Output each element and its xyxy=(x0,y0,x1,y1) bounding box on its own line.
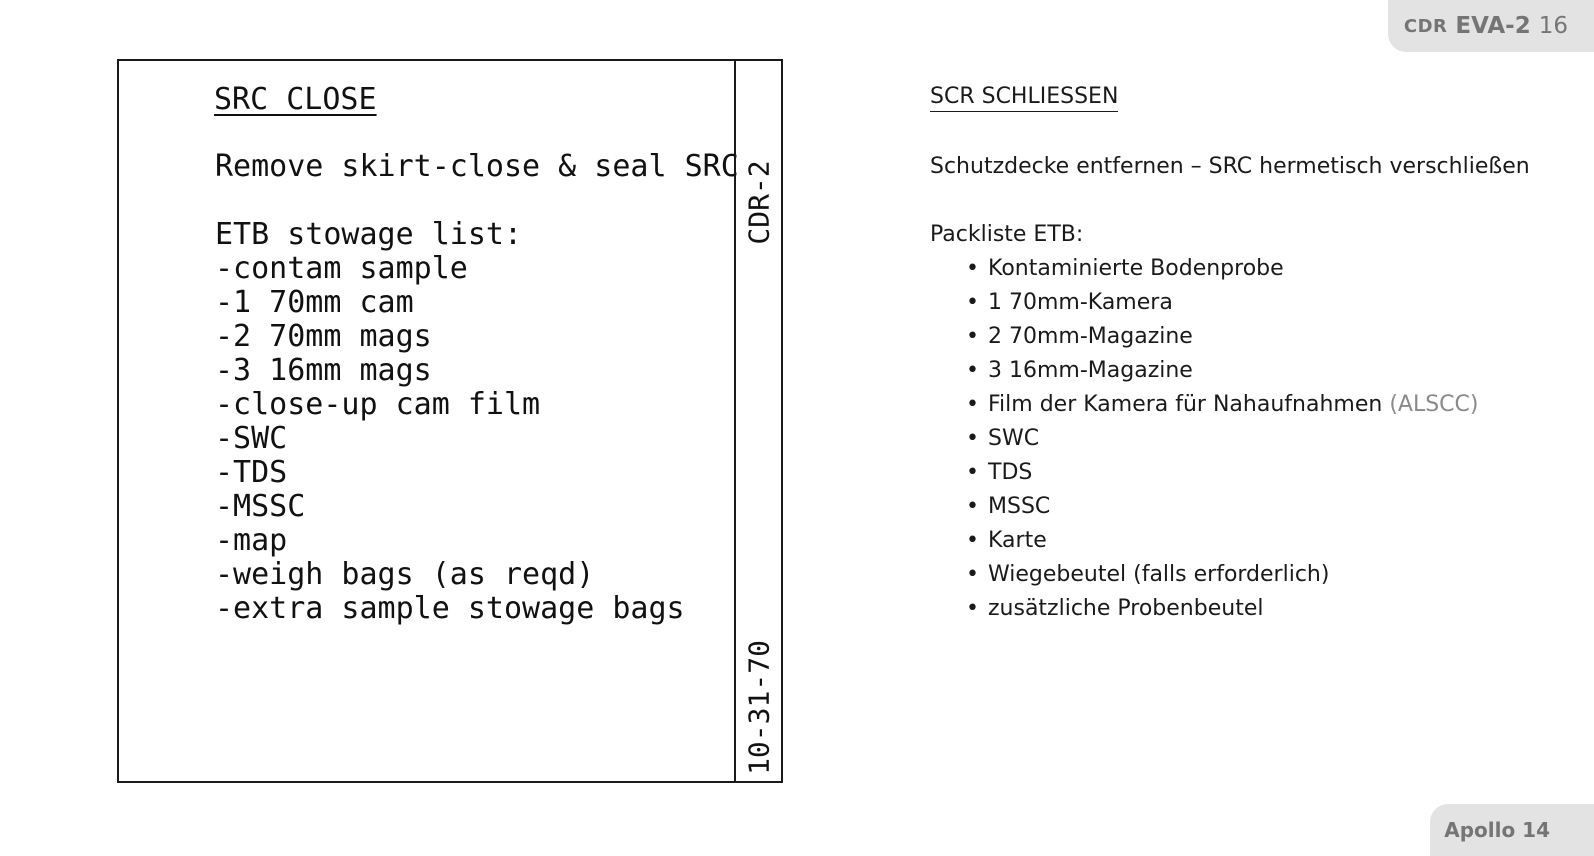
list-item-text: SWC xyxy=(988,426,1040,451)
list-item-text: Kontaminierte Bodenprobe xyxy=(988,256,1284,281)
list-item: -3 16mm mags xyxy=(215,353,432,388)
checklist-side-column xyxy=(734,61,781,781)
checklist-step: Remove skirt-close & seal SRC xyxy=(215,149,739,184)
list-item: -close-up cam film xyxy=(215,387,541,422)
translation-step: Schutzdecke entfernen – SRC hermetisch verschließen xyxy=(930,154,1530,179)
list-item: -weigh bags (as reqd) xyxy=(215,557,595,592)
list-item xyxy=(966,286,1478,320)
translation-title: SCR SCHLIESSEN xyxy=(930,84,1118,112)
list-item: -MSSC xyxy=(215,489,306,524)
list-item xyxy=(966,456,1478,490)
list-item: -1 70mm cam xyxy=(215,285,414,320)
list-item xyxy=(966,490,1478,524)
list-item-text: MSSC xyxy=(988,494,1051,519)
list-item-text: Film der Kamera für Nahaufnahmen xyxy=(988,392,1383,417)
list-item xyxy=(966,524,1478,558)
stowage-list xyxy=(215,252,685,626)
checklist-card xyxy=(117,59,783,783)
checklist-title: SRC CLOSE xyxy=(214,82,377,117)
header-section: EVA-2 xyxy=(1455,13,1531,39)
list-item-text: 2 70mm-Magazine xyxy=(988,324,1193,349)
list-item xyxy=(966,320,1478,354)
list-item-text: Karte xyxy=(988,528,1047,553)
translation-panel xyxy=(930,84,1530,621)
stowage-list-heading: ETB stowage list: xyxy=(215,217,523,252)
list-item xyxy=(966,388,1478,422)
list-item xyxy=(966,422,1478,456)
list-item: -2 70mm mags xyxy=(215,319,432,354)
list-item xyxy=(966,252,1478,286)
list-item: -map xyxy=(215,523,288,558)
list-item xyxy=(966,592,1478,626)
page-header-tab xyxy=(1388,0,1594,52)
footer-label: Apollo 14 xyxy=(1444,818,1550,842)
list-item-text: Wiegebeutel (falls erforderlich) xyxy=(988,562,1330,587)
list-item-text: 1 70mm-Kamera xyxy=(988,290,1173,315)
checklist-body xyxy=(119,61,738,781)
list-item-text: zusätzliche Probenbeutel xyxy=(988,596,1264,621)
list-item: -contam sample xyxy=(215,251,468,286)
translation-list xyxy=(966,252,1478,626)
side-label-date: 10-31-70 xyxy=(742,640,775,775)
list-item: -extra sample stowage bags xyxy=(215,591,685,626)
footer-tab xyxy=(1430,804,1594,856)
list-item xyxy=(966,354,1478,388)
translation-list-heading: Packliste ETB: xyxy=(930,222,1084,247)
header-prefix: CDR xyxy=(1403,15,1448,37)
list-item-text: 3 16mm-Magazine xyxy=(988,358,1193,383)
page-number: 16 xyxy=(1538,13,1568,39)
list-item: -SWC xyxy=(215,421,288,456)
list-item: -TDS xyxy=(215,455,288,490)
side-label-cdr: CDR-2 xyxy=(742,160,775,245)
list-item xyxy=(966,558,1478,592)
list-item-note: (ALSCC) xyxy=(1389,392,1479,417)
list-item-text: TDS xyxy=(988,460,1033,485)
